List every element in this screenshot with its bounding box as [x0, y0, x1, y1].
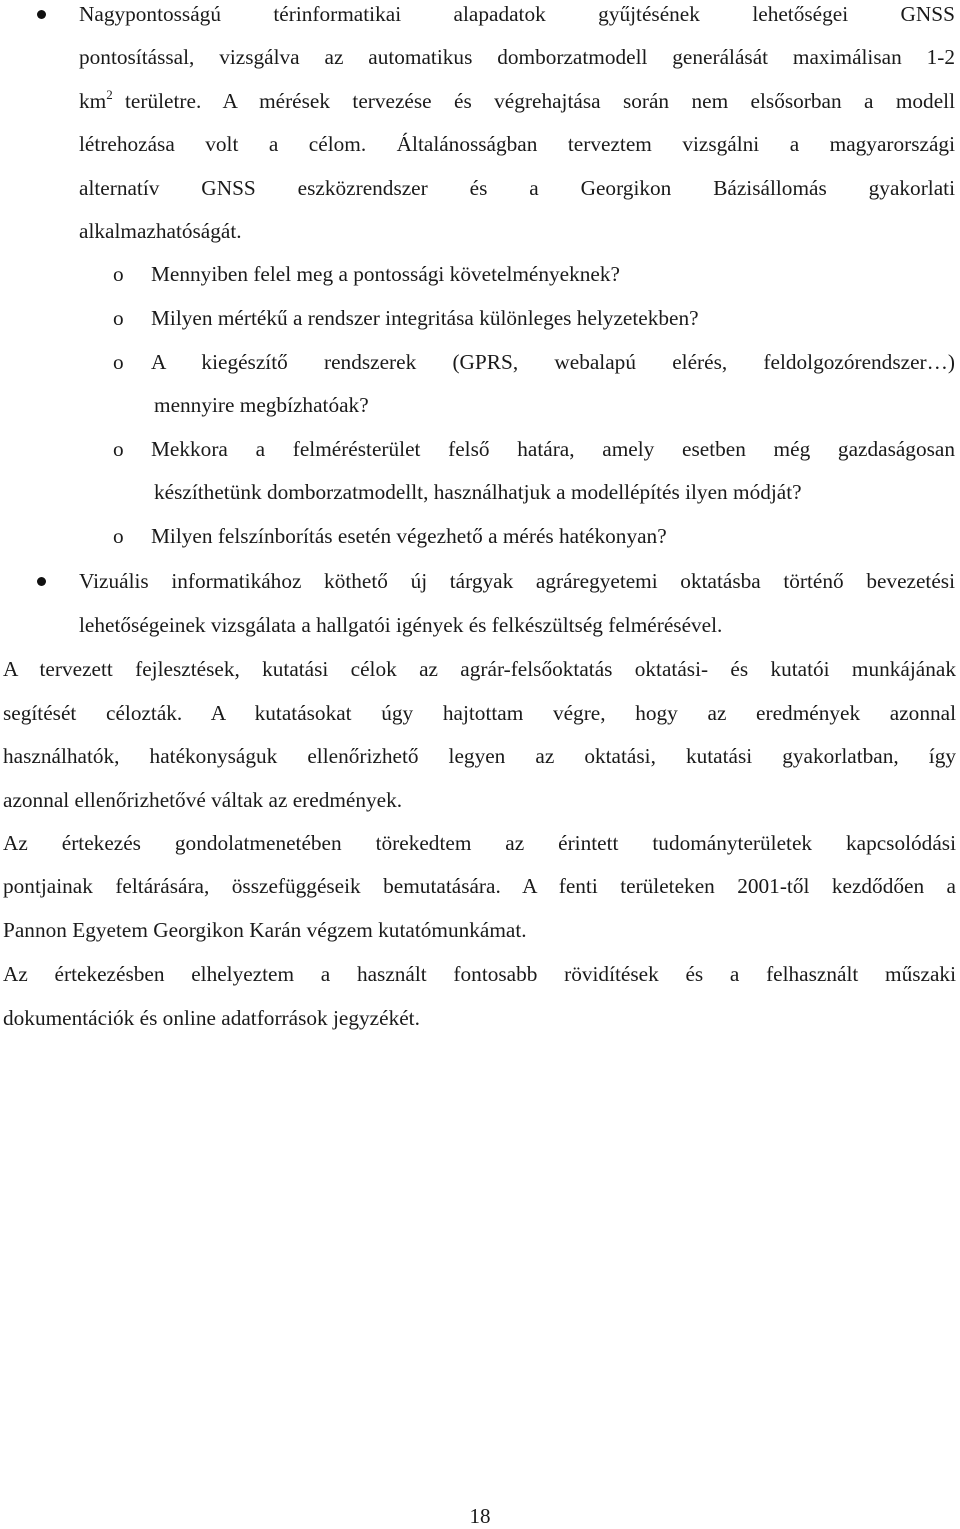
sub-bullet-icon: o [113, 350, 124, 374]
sub-bullet-icon: o [113, 437, 124, 461]
text-line: A kiegészítő rendszerek (GPRS, webalapú elérés, feldolgozórendszer…) [151, 350, 955, 374]
sub-bullet-icon: o [113, 262, 124, 286]
text-line: Mennyiben felel meg a pontossági követelményeknek? [151, 262, 620, 286]
text-line: használhatók, hatékonyságuk ellenőrizhető legyen az oktatási, kutatási gyakorlatban, így [3, 744, 956, 768]
text-line: segítését célozták. A kutatásokat úgy hajtottam végre, hogy az eredmények azonnal [3, 701, 956, 725]
text-line: Milyen felszínborítás esetén végezhető a mérés hatékonyan? [151, 524, 667, 548]
text-line: pontosítással, vizsgálva az automatikus domborzatmodell generálását maximálisan 1-2 [79, 45, 955, 69]
text-line: készíthetünk domborzatmodellt, használhatjuk a modellépítés ilyen módját? [154, 480, 802, 504]
text-line: területre. A mérések tervezése és végrehajtása során nem elsősorban a modell [125, 89, 955, 113]
text-line: $km^2$ [79, 87, 113, 113]
text-line: A tervezett fejlesztések, kutatási célok az agrár-felsőoktatás oktatási- és kutatói munkájának [3, 657, 956, 681]
text-line: Nagypontosságú térinformatikai alapadatok gyűjtésének lehetőségei GNSS [79, 2, 955, 26]
text-line: mennyire megbízhatóak? [154, 393, 369, 417]
text-line: létrehozása volt a célom. Általánosságban terveztem vizsgálni a magyarországi [79, 132, 955, 156]
text-line: alternatív GNSS eszközrendszer és a Georgikon Bázisállomás gyakorlati [79, 176, 955, 200]
text-line: Az értekezés gondolatmenetében törekedtem az érintett tudományterületek kapcsolódási [3, 831, 956, 855]
sub-bullet-icon: o [113, 306, 124, 330]
sub-bullet-icon: o [113, 524, 124, 548]
text-line: dokumentációk és online adatforrások jegyzékét. [3, 1006, 420, 1030]
text-line: Pannon Egyetem Georgikon Karán végzem kutatómunkámat. [3, 918, 527, 942]
text-line: Az értekezésben elhelyeztem a használt fontosabb rövidítések és a felhasznált műszaki [3, 962, 956, 986]
text-line: Vizuális informatikához köthető új tárgyak agráregyetemi oktatásba történő bevezetési [79, 569, 955, 593]
text-line: alkalmazhatóságát. [79, 219, 242, 243]
bullet-icon [37, 577, 46, 586]
text-line: Milyen mértékű a rendszer integritása különleges helyzetekben? [151, 306, 699, 330]
page-number: 18 [469, 1504, 491, 1528]
text-line: azonnal ellenőrizhetővé váltak az eredmények. [3, 788, 403, 812]
text-line: pontjainak feltárására, összefüggéseik bemutatására. A fenti területeken 2001-től kezdődően a [3, 874, 956, 898]
text-line: Mekkora a felmérésterület felső határa, amely esetben még gazdaságosan [151, 437, 955, 461]
bullet-icon [37, 10, 46, 19]
text-line: lehetőségeinek vizsgálata a hallgatói igények és felkészültség felmérésével. [79, 613, 723, 637]
